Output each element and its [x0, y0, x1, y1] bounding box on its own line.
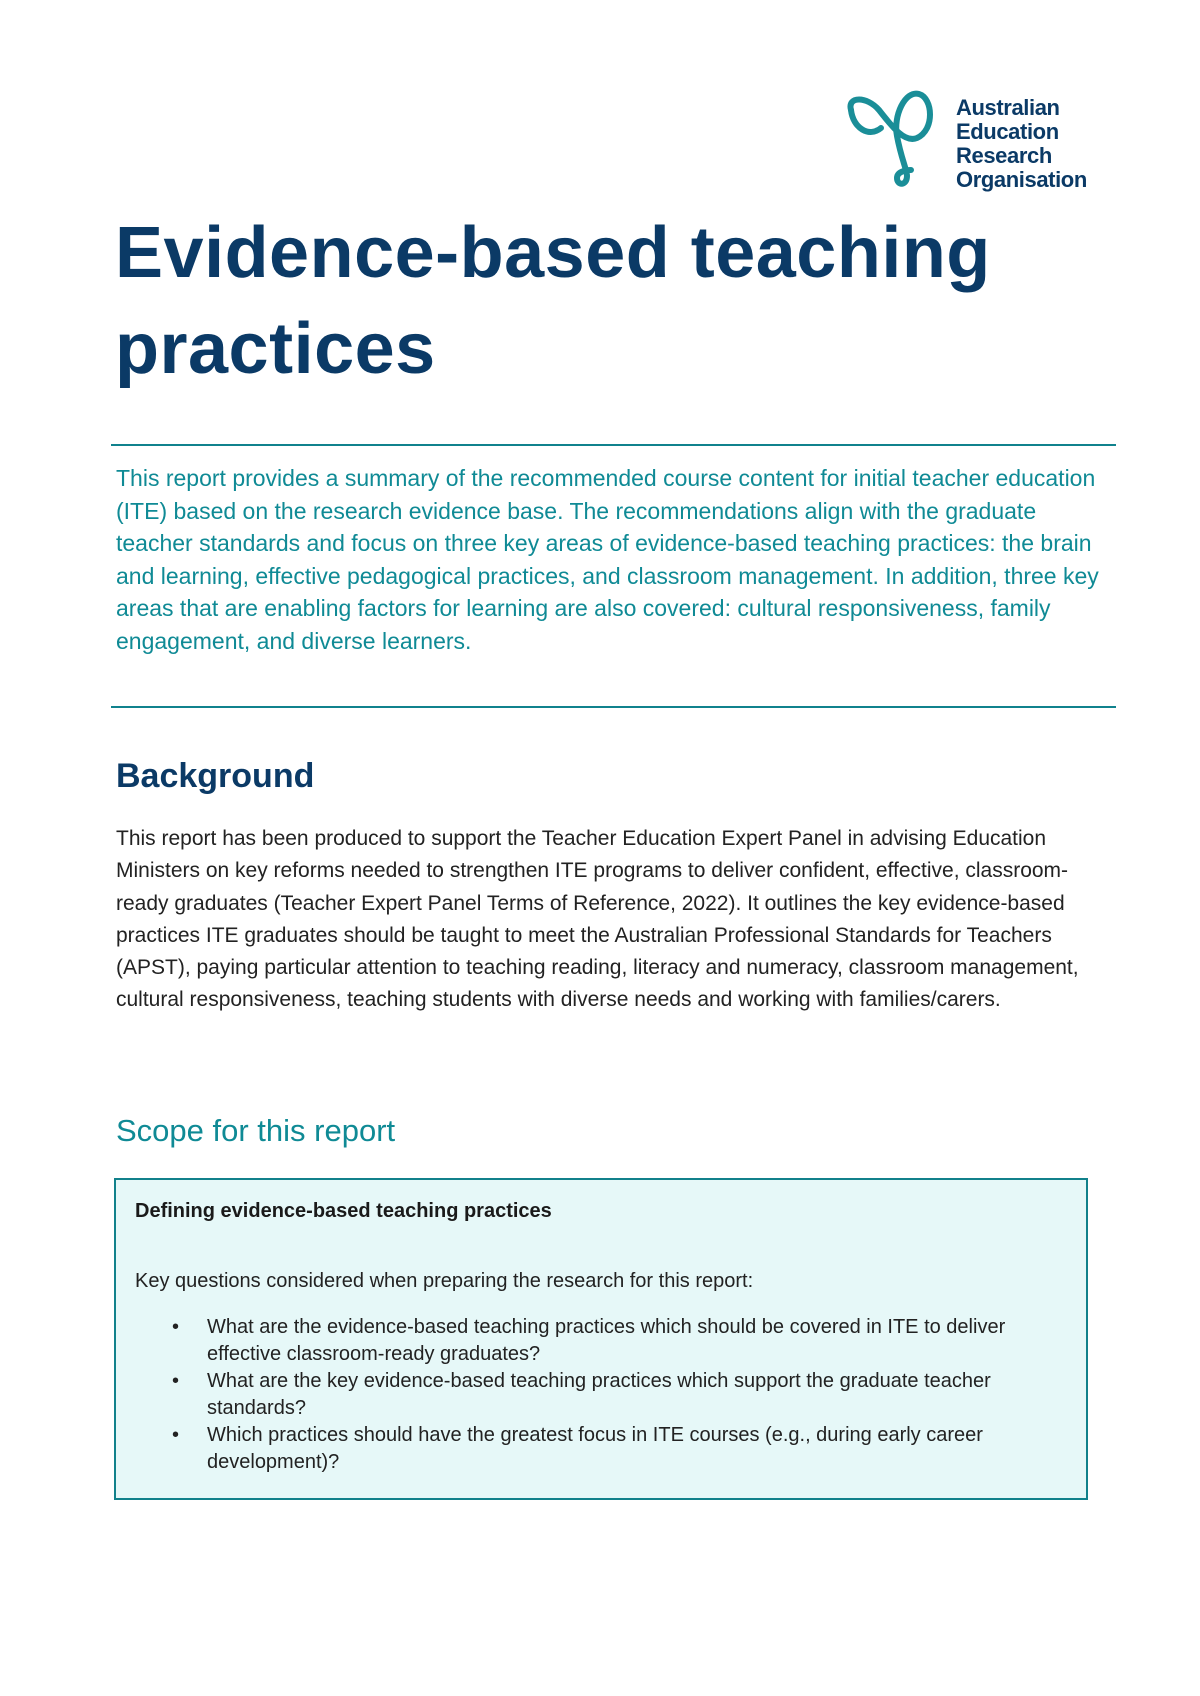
question-text: What are the key evidence-based teaching practices which support the graduate teacher standards?	[207, 1370, 991, 1419]
page-title: Evidence-based teaching practices	[115, 213, 991, 389]
bullet-icon: •	[172, 1424, 180, 1446]
background-paragraph: This report has been produced to support the Teacher Education Expert Panel in advising Education Ministers on key reforms needed to strengthen ITE programs to deliver confident, effective, classroom-ready graduates (Teacher Expert Panel Terms of Reference, 2022). It outlines the key evidence-based practices ITE graduates should be taught to meet the Australian Professional Standards for Teachers (APST), paying particular attention to teaching reading, literacy and numeracy, classroom management, cultural responsiveness, teaching students with diverse needs and working with families/carers.	[116, 827, 1079, 1012]
logo-line: Research	[956, 143, 1052, 168]
logo-line: Education	[956, 119, 1059, 144]
intro-summary: This report provides a summary of the recommended course content for initial teacher education (ITE) based on the research evidence base. The recommendations align with the graduate teacher standards and focus on three key areas of evidence-based teaching practices: the brain and learning, effective pedagogical practices, and classroom management. In addition, three key areas that are enabling factors for learning are also covered: cultural responsiveness, family engagement, and diverse learners.	[116, 465, 1099, 654]
list-item	[116, 1314, 1066, 1368]
bullet-icon: •	[172, 1316, 180, 1338]
callout-title: Defining evidence-based teaching practices	[135, 1200, 552, 1222]
bullet-icon: •	[172, 1370, 180, 1392]
background-heading: Background	[116, 757, 315, 795]
callout-lead: Key questions considered when preparing the research for this report:	[135, 1270, 754, 1292]
intro-top-divider	[111, 444, 1116, 446]
logo-wordmark	[956, 96, 1087, 192]
aero-infinity-mark-icon	[845, 88, 945, 188]
scope-heading: Scope for this report	[116, 1113, 396, 1148]
logo-line: Organisation	[956, 167, 1087, 192]
list-item	[116, 1422, 1066, 1476]
question-text: Which practices should have the greatest focus in ITE courses (e.g., during early career development)?	[207, 1424, 983, 1473]
aero-logo	[845, 88, 1115, 192]
key-questions-list	[116, 1314, 1066, 1476]
definition-callout-box	[114, 1178, 1088, 1500]
list-item	[116, 1368, 1066, 1422]
logo-line: Australian	[956, 95, 1060, 120]
question-text: What are the evidence-based teaching practices which should be covered in ITE to deliver effective classroom-ready graduates?	[207, 1316, 1006, 1365]
intro-bottom-divider	[111, 706, 1116, 708]
